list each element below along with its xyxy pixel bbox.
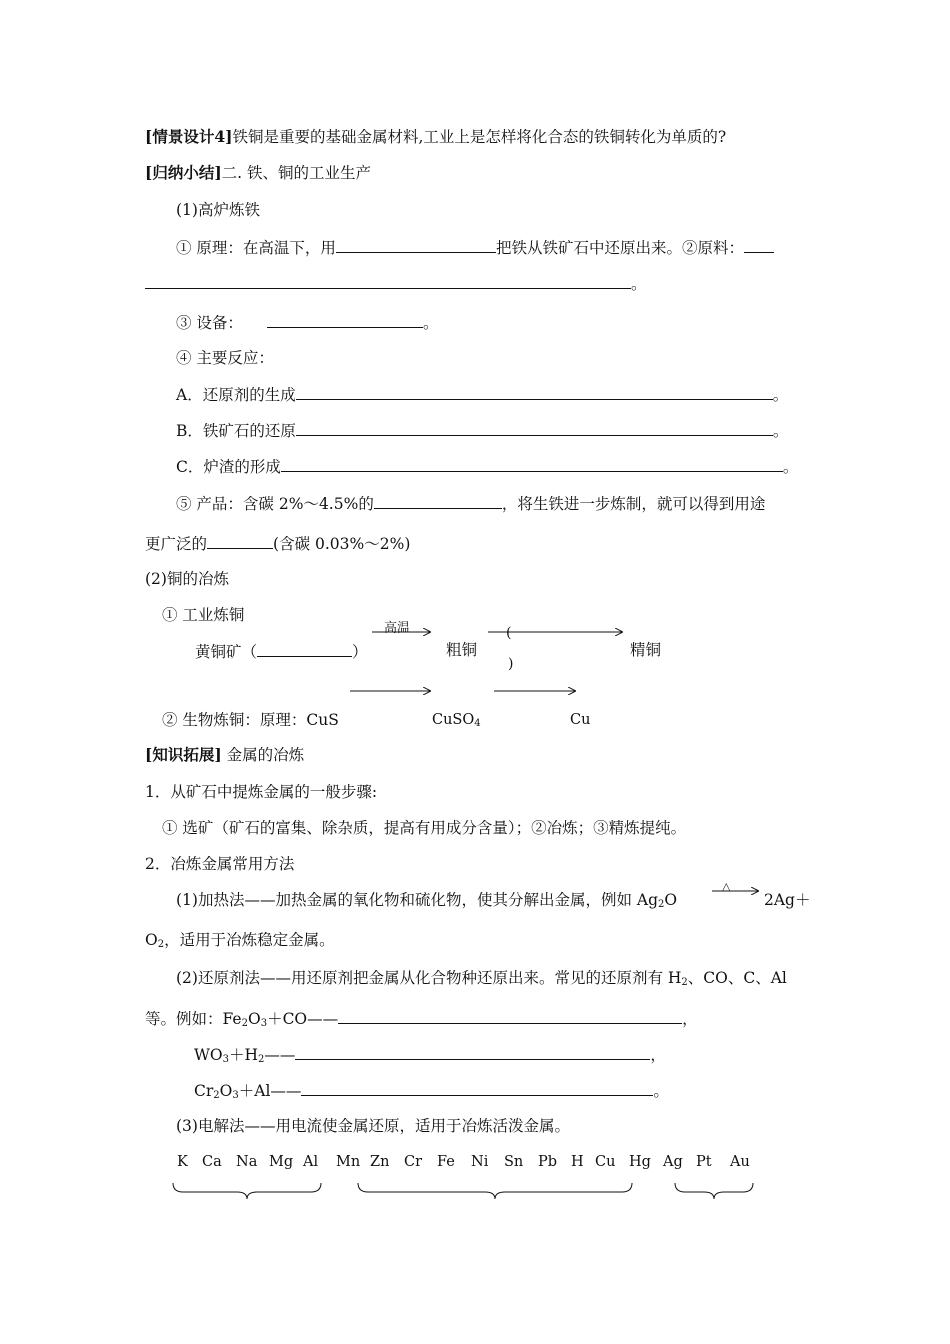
o-text: O (247, 1010, 261, 1028)
delta-symbol: △ (722, 880, 731, 893)
cu-label: Cu (570, 712, 591, 728)
metal-Zn: Zn (370, 1154, 390, 1170)
reaction-c-label: C．炉渣的形成 (176, 458, 281, 476)
example-label: 等。例如：Fe (145, 1010, 242, 1028)
plus-h: ＋H (229, 1046, 259, 1064)
principle-text-a: ① 原理：在高温下，用 (176, 239, 336, 257)
wo3-sub: 3 (222, 1054, 230, 1065)
steps-detail: ① 选矿（矿石的富集、除杂质，提高有用成分含量）；②冶炼；③精炼提纯。 (162, 819, 687, 837)
metal-Cu: Cu (595, 1154, 616, 1170)
reductant-text: (2)还原剂法——用还原剂把金属从化合物种还原出来。常见的还原剂有 H (176, 969, 682, 987)
fe2-sub: 2 (241, 1018, 248, 1029)
bio-copper-line: ② 生物炼铜：原理：CuS (162, 711, 339, 729)
metal-Hg: Hg (629, 1154, 651, 1170)
metal-Mg: Mg (269, 1154, 294, 1170)
cr2-sub: 2 (213, 1090, 220, 1101)
ag2o-sub: 2 (658, 899, 665, 910)
refined-copper: 精铜 (630, 641, 662, 659)
heating-text: (1)加热法——加热金属的氧化物和硫化物，使其分解出金属，例如 Ag (176, 891, 659, 909)
period: 。 (772, 386, 789, 404)
period: 。 (772, 422, 789, 440)
electrolysis-method: (3)电解法——用电流使金属还原，适用于冶炼活泼金属。 (176, 1117, 570, 1135)
crude-copper: 粗铜 (446, 641, 478, 659)
metal-Al: Al (303, 1154, 319, 1170)
scenario-tag: [情景设计4] (145, 127, 233, 146)
reductant-list: 、CO、C、Al (687, 969, 787, 987)
scenario-text: 铁铜是重要的基础金属材料,工业上是怎样将化合态的铁铜转化为单质的? (232, 128, 727, 146)
metal-K: K (177, 1154, 188, 1170)
brace-heating (675, 1183, 753, 1199)
period: 。 (422, 314, 439, 332)
summary-tag: [归纳小结] (145, 163, 222, 182)
plus-co: ＋CO—— (267, 1010, 339, 1028)
metal-Mn: Mn (336, 1154, 361, 1170)
high-temp-label: 高温 (384, 621, 411, 636)
product-text-a: ⑤ 产品：含碳 2%～4.5%的 (176, 495, 374, 513)
ag2o-o: O (664, 891, 678, 909)
cr-text: Cr (194, 1082, 214, 1100)
o3-sub: 3 (260, 1018, 268, 1029)
heating-suffix: ，适用于冶炼稳定金属。 (164, 931, 335, 949)
h2-sub2: 2 (258, 1054, 265, 1065)
o2-sub: 2 (157, 939, 165, 950)
ore-label: 黄铜矿（ (195, 643, 258, 661)
product-text-d: (含碳 0.03%～2%) (273, 535, 411, 553)
ore-close: ） (352, 643, 368, 661)
extension-title: 金属的冶炼 (221, 746, 305, 764)
plus-al: ＋Al—— (238, 1082, 302, 1100)
reaction-a-label: A．还原剂的生成 (176, 386, 296, 404)
metal-Ca: Ca (202, 1154, 222, 1170)
cr-o3-sub: 3 (232, 1090, 239, 1101)
extension-tag: [知识拓展] (145, 745, 222, 764)
blast-furnace-title: (1)高炉炼铁 (176, 201, 260, 219)
metal-H: H (571, 1154, 584, 1170)
equipment-label: ③ 设备： (176, 314, 243, 332)
metal-Ni: Ni (471, 1154, 489, 1170)
reaction-b-label: B．铁矿石的还原 (176, 422, 296, 440)
metal-Na: Na (236, 1154, 258, 1170)
h2-sub: 2 (681, 977, 688, 988)
metal-Pt: Pt (696, 1154, 712, 1170)
period: 。 (782, 458, 799, 476)
condition-paren-open: ( (506, 625, 512, 641)
o2-o: O (145, 931, 158, 949)
metal-Sn: Sn (504, 1154, 524, 1170)
comma: ， (682, 1010, 698, 1028)
brace-electrolysis (173, 1183, 321, 1199)
product-text-c: 更广泛的 (145, 535, 208, 553)
heating-product: 2Ag＋ (764, 891, 811, 909)
cuso4-text: CuSO (432, 712, 475, 728)
condition-paren-close: ) (508, 656, 514, 672)
dash: —— (264, 1046, 296, 1064)
metal-Fe: Fe (437, 1154, 455, 1170)
main-reactions: ④ 主要反应： (176, 349, 274, 367)
steps-heading: 1．从矿石中提炼金属的一般步骤: (145, 783, 378, 801)
period: 。 (653, 1082, 669, 1100)
industrial-copper: ① 工业炼铜 (162, 606, 245, 624)
cuso4-sub: 4 (474, 718, 481, 729)
copper-title: (2)铜的冶炼 (145, 570, 229, 588)
methods-heading: 2．冶炼金属常用方法 (145, 855, 295, 873)
brace-reduction (358, 1183, 632, 1199)
principle-text-b: 把铁从铁矿石中还原出来。②原料： (495, 239, 744, 257)
metal-Au: Au (730, 1154, 750, 1170)
period: 。 (631, 275, 647, 293)
cr-o: O (219, 1082, 233, 1100)
product-text-b: ，将生铁进一步炼制，就可以得到用途 (501, 495, 766, 513)
metal-Cr: Cr (404, 1154, 423, 1170)
summary-text: 二. 铁、铜的工业生产 (221, 164, 372, 182)
metal-Ag: Ag (663, 1154, 683, 1170)
comma: ， (650, 1046, 666, 1064)
metal-Pb: Pb (538, 1154, 558, 1170)
wo-text: WO (194, 1046, 223, 1064)
